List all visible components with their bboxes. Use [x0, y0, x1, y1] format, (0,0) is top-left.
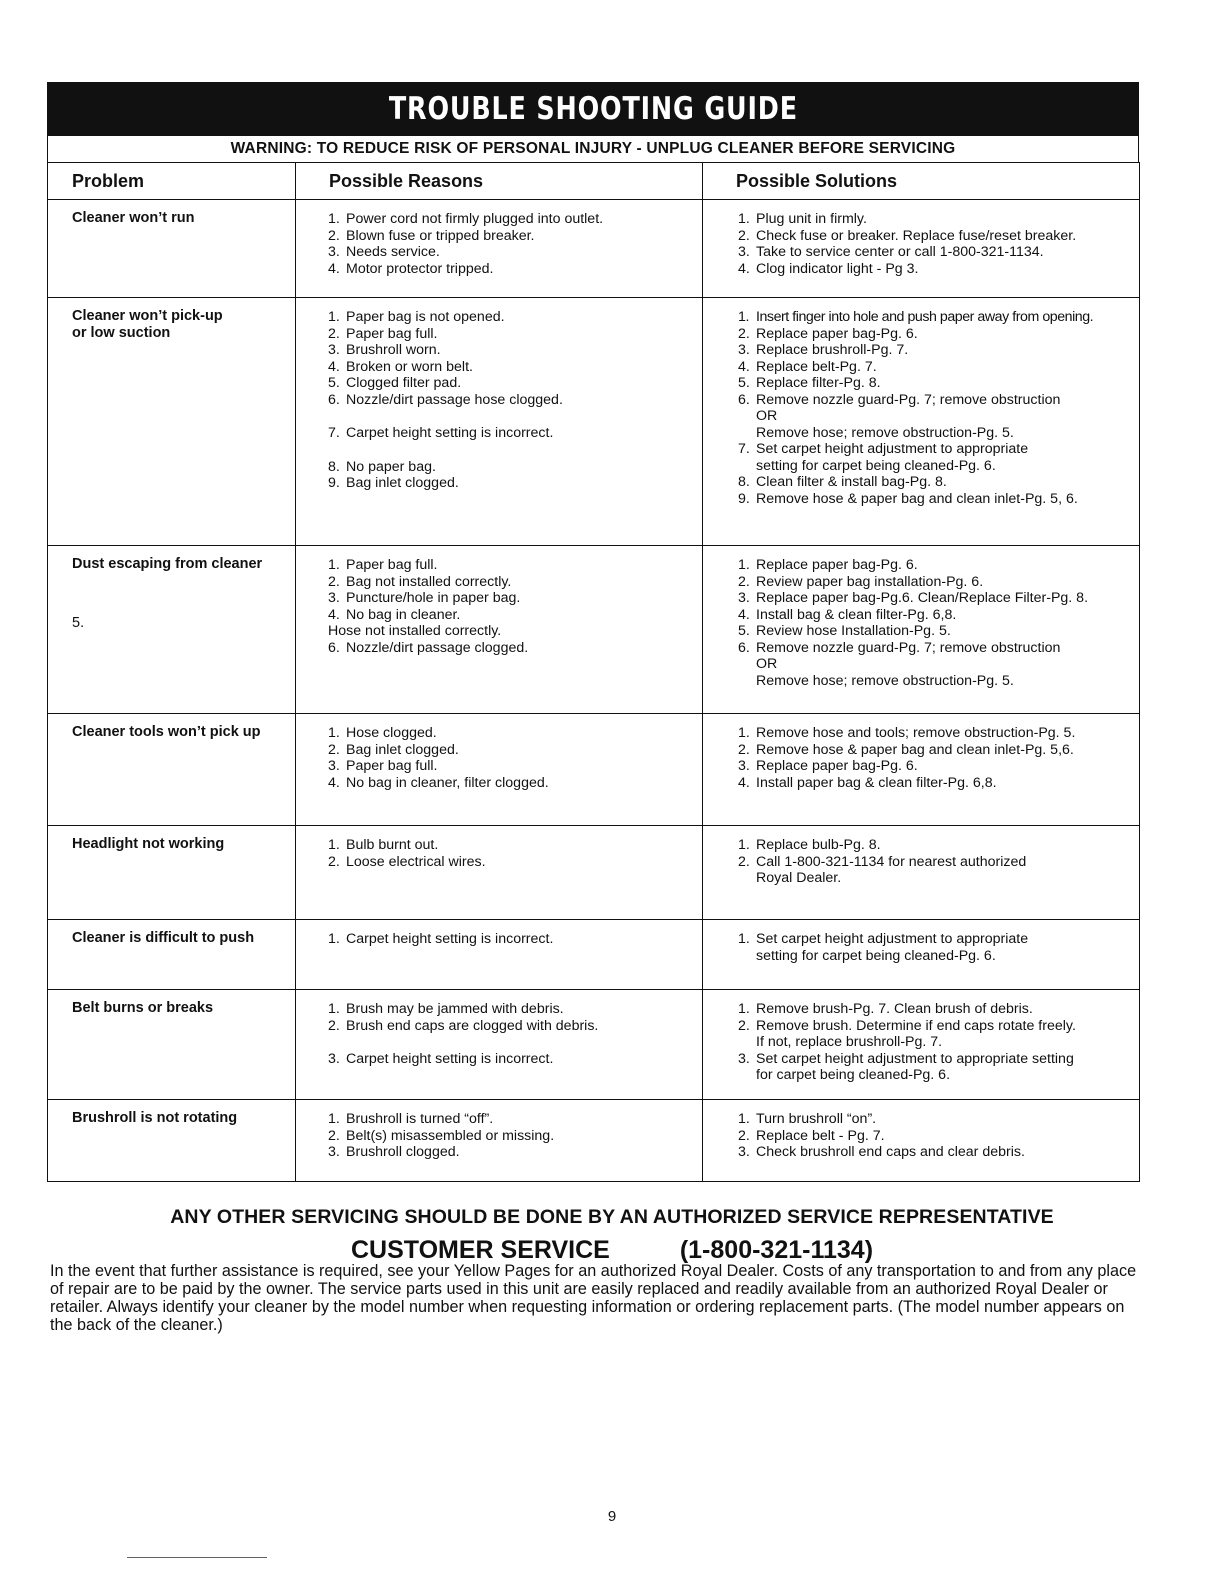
reasons-cell: [296, 546, 703, 714]
solution-text: Remove hose & paper bag and clean inlet-Pg. 5,6.: [756, 741, 1074, 758]
reason-text: Carpet height setting is incorrect.: [346, 425, 554, 441]
reason-item: [328, 1128, 697, 1145]
solution-text: Replace belt - Pg. 7.: [756, 1127, 885, 1144]
item-number: 1.: [328, 309, 340, 325]
item-number: 4.: [738, 260, 750, 277]
item-number: 2.: [328, 853, 340, 870]
solution-text: Remove hose & paper bag and clean inlet-Pg. 5, 6.: [756, 490, 1078, 507]
item-number: 4.: [328, 774, 340, 791]
item-number: 1.: [738, 309, 749, 325]
reason-text: Hose not installed correctly.: [328, 623, 502, 639]
solution-item: [738, 1128, 1134, 1145]
reason-text: Loose electrical wires.: [346, 853, 486, 870]
list-spacer: [328, 1034, 697, 1051]
item-number: 1.: [738, 211, 750, 227]
item-number: 3.: [738, 342, 750, 358]
problem-cell: [48, 546, 296, 714]
reason-item: [328, 244, 697, 261]
stray-item-number: 5.: [72, 615, 85, 631]
reason-item: [328, 574, 697, 591]
reason-text: Nozzle/dirt passage clogged.: [346, 639, 529, 656]
solution-text: Replace paper bag-Pg.6. Clean/Replace Filter-Pg. 8.: [756, 590, 1089, 606]
item-number: 2.: [738, 325, 750, 342]
solution-text: Remove nozzle guard-Pg. 7; remove obstruction OR Remove hose; remove obstruction-Pg. 5.: [756, 639, 1061, 689]
reason-item: [328, 342, 697, 359]
table-row: [48, 546, 1140, 714]
item-number: 9.: [738, 490, 750, 507]
solution-text: Replace filter-Pg. 8.: [756, 375, 881, 391]
reason-item: [328, 228, 697, 245]
solution-text: Replace belt-Pg. 7.: [756, 358, 877, 375]
list-spacer: [328, 408, 697, 425]
reason-item: [328, 261, 697, 278]
reason-item: [328, 607, 697, 624]
reason-text: Puncture/hole in paper bag.: [346, 590, 521, 606]
item-number: 1.: [738, 837, 750, 853]
reason-text: Brushroll is turned “off”.: [346, 1111, 494, 1127]
item-number: 2.: [328, 741, 340, 758]
item-number: 6.: [738, 391, 750, 408]
item-number: 3.: [328, 244, 340, 260]
problem-cell: [48, 990, 296, 1100]
solution-item: [738, 837, 1134, 854]
item-number: 4.: [328, 606, 340, 623]
solution-text: Take to service center or call 1-800-321-1134.: [756, 244, 1044, 260]
reason-text: Carpet height setting is incorrect.: [346, 931, 554, 947]
solutions-cell: [703, 298, 1140, 546]
reasons-cell: [296, 826, 703, 920]
solutions-cell: [703, 1100, 1140, 1182]
solutions-cell: [703, 714, 1140, 826]
item-number: 6.: [738, 639, 750, 656]
solutions-cell: [703, 546, 1140, 714]
reason-item: [328, 459, 697, 476]
reason-text: Broken or worn belt.: [346, 358, 473, 375]
solution-text: Clean filter & install bag-Pg. 8.: [756, 474, 947, 490]
problem-text: Headlight not working: [72, 836, 225, 852]
reason-text: Bag not installed correctly.: [346, 573, 512, 590]
item-number: 3.: [328, 590, 340, 606]
reason-item: [328, 590, 697, 607]
problem-cell: [48, 920, 296, 990]
solution-item: [738, 590, 1134, 607]
item-number: 3.: [328, 1051, 340, 1067]
item-number: 4.: [328, 358, 340, 375]
problem-text: Cleaner won’t pick-up or low suction: [72, 308, 223, 341]
item-number: 4.: [738, 358, 750, 375]
solution-item: [738, 491, 1134, 508]
solutions-cell: [703, 920, 1140, 990]
reason-item: [328, 742, 697, 759]
item-number: 1.: [328, 931, 340, 947]
reason-item: [328, 475, 697, 492]
reason-item: [328, 837, 697, 854]
list-spacer: [328, 442, 697, 459]
solution-item: [738, 854, 1134, 887]
solution-item: [738, 309, 1134, 326]
reason-list: [297, 211, 697, 277]
reason-item: [328, 1144, 697, 1161]
solution-text: Replace paper bag-Pg. 6.: [756, 325, 918, 342]
problem-text: Cleaner won’t run: [72, 210, 195, 226]
reasons-cell: [296, 990, 703, 1100]
item-number: 1.: [328, 725, 340, 741]
item-number: 2.: [738, 1017, 750, 1034]
solution-list: [704, 931, 1134, 964]
reason-item: [328, 1051, 697, 1068]
reason-text: No bag in cleaner.: [346, 606, 461, 623]
solution-item: [738, 441, 1134, 474]
reason-list: [297, 725, 697, 791]
item-number: 3.: [738, 590, 750, 606]
reason-text: No bag in cleaner, filter clogged.: [346, 774, 549, 791]
solution-text: Review hose Installation-Pg. 5.: [756, 623, 951, 639]
problem-cell: [48, 826, 296, 920]
solution-item: [738, 758, 1134, 775]
solution-item: [738, 342, 1134, 359]
item-number: 3.: [328, 758, 340, 774]
reason-text: Bag inlet clogged.: [346, 741, 459, 758]
problem-text: Brushroll is not rotating: [72, 1110, 238, 1126]
solution-text: Set carpet height adjustment to appropriate setting for carpet being cleaned-Pg. 6.: [756, 1050, 1074, 1083]
reason-item: [328, 375, 697, 392]
solution-item: [738, 474, 1134, 491]
reason-text: Clogged filter pad.: [346, 375, 462, 391]
solution-item: [738, 375, 1134, 392]
solution-item: [738, 557, 1134, 574]
solution-item: [738, 725, 1134, 742]
item-number: 1.: [328, 557, 340, 573]
reason-list: [297, 640, 697, 657]
solution-list: [704, 309, 1134, 507]
solution-list: [704, 725, 1134, 791]
reason-text: Belt(s) misassembled or missing.: [346, 1127, 555, 1144]
solution-text: Set carpet height adjustment to appropriate setting for carpet being cleaned-Pg. 6.: [756, 441, 1029, 474]
solution-item: [738, 359, 1134, 376]
servicing-notice: [0, 1206, 1224, 1229]
reasons-cell: [296, 920, 703, 990]
reason-item: [328, 309, 697, 326]
problem-cell: [48, 298, 296, 546]
solution-item: [738, 1018, 1134, 1051]
solution-text: Remove brush. Determine if end caps rotate freely. If not, replace brushroll-Pg. 7.: [756, 1017, 1076, 1050]
reason-item: [328, 425, 697, 442]
solution-item: [738, 640, 1134, 690]
item-number: 1.: [738, 557, 750, 573]
item-number: 2.: [328, 325, 340, 342]
item-number: 3.: [328, 1144, 340, 1160]
solution-item: [738, 392, 1134, 442]
item-number: 3.: [738, 758, 750, 774]
reason-list: [297, 309, 697, 492]
reasons-cell: [296, 1100, 703, 1182]
reason-item: [328, 775, 697, 792]
customer-service-phone: (1-800-321-1134): [679, 1236, 874, 1264]
troubleshooting-table: [47, 162, 1140, 1182]
solution-list: [704, 557, 1134, 689]
item-number: 4.: [738, 774, 750, 791]
assistance-paragraph: In the event that further assistance is required, see your Yellow Pages for an authorized Royal Dealer. Costs of any transportation to and from any place of repair are to be paid by the owner. The service parts used in this unit are easily replaced and readily available from an authorized Royal Dealer or retailer. Always identify your cleaner by the model number when requesting information or ordering replacement parts. (The model number appears on the back of the cleaner.): [50, 1262, 1137, 1334]
customer-service-heading: [0, 1236, 1224, 1265]
reasons-cell: [296, 200, 703, 298]
solution-item: [738, 211, 1134, 228]
problem-text: Cleaner is difficult to push: [72, 930, 255, 946]
solution-item: [738, 742, 1134, 759]
reason-item: [328, 931, 697, 948]
solutions-cell: [703, 990, 1140, 1100]
reasons-cell: [296, 714, 703, 826]
reason-item: [328, 1018, 697, 1035]
reason-text: Bulb burnt out.: [346, 837, 439, 853]
item-number: 6.: [328, 391, 340, 408]
solution-text: Install bag & clean filter-Pg. 6,8.: [756, 606, 957, 623]
item-number: 1.: [738, 1001, 750, 1017]
solution-text: Install paper bag & clean filter-Pg. 6,8.: [756, 774, 997, 791]
notice-text: ANY OTHER SERVICING SHOULD BE DONE BY AN AUTHORIZED SERVICE REPRESENTATIVE: [170, 1206, 1054, 1228]
solution-text: Check fuse or breaker. Replace fuse/reset breaker.: [756, 227, 1077, 244]
item-number: 8.: [328, 458, 340, 475]
reason-item: [328, 725, 697, 742]
header-problem: Problem: [48, 163, 296, 200]
header-solutions: Possible Solutions: [703, 163, 1140, 200]
solution-list: [704, 211, 1134, 277]
solution-text: Remove brush-Pg. 7. Clean brush of debris.: [756, 1001, 1033, 1017]
reasons-cell: [296, 298, 703, 546]
reason-text: Nozzle/dirt passage hose clogged.: [346, 391, 563, 408]
problem-cell: [48, 714, 296, 826]
reason-text: Brushroll worn.: [346, 342, 441, 358]
solution-text: Remove hose and tools; remove obstruction-Pg. 5.: [756, 725, 1076, 741]
reason-item: [328, 1001, 697, 1018]
reason-text: Paper bag is not opened.: [346, 309, 505, 325]
reason-item: [328, 640, 697, 657]
item-number: 2.: [328, 573, 340, 590]
title-bar: [47, 82, 1139, 136]
reason-item: [328, 359, 697, 376]
item-number: 1.: [738, 725, 750, 741]
reason-text: Carpet height setting is incorrect.: [346, 1051, 554, 1067]
reason-text: Brush end caps are clogged with debris.: [346, 1017, 599, 1034]
reason-list: [297, 1001, 697, 1068]
solution-text: Check brushroll end caps and clear debris.: [756, 1144, 1025, 1160]
reason-text: Hose clogged.: [346, 725, 437, 741]
solution-text: Review paper bag installation-Pg. 6.: [756, 573, 984, 590]
reason-text: Needs service.: [346, 244, 440, 260]
page-number: 9: [607, 1508, 617, 1525]
reason-list: [297, 931, 697, 948]
item-number: 2.: [738, 741, 750, 758]
table-row: [48, 990, 1140, 1100]
solutions-cell: [703, 200, 1140, 298]
item-number: 6.: [328, 639, 340, 656]
reason-text: Brush may be jammed with debris.: [346, 1001, 564, 1017]
problem-text: Dust escaping from cleaner: [72, 556, 263, 572]
solution-item: [738, 931, 1134, 964]
solution-item: [738, 623, 1134, 640]
reason-text: No paper bag.: [346, 458, 436, 475]
header-reasons: Possible Reasons: [296, 163, 703, 200]
problem-text: Cleaner tools won’t pick up: [72, 724, 261, 740]
item-number: 1.: [328, 1111, 340, 1127]
solution-item: [738, 326, 1134, 343]
item-number: 4.: [738, 606, 750, 623]
table-header-row: [48, 163, 1140, 200]
table-row: [48, 1100, 1140, 1182]
customer-service-label: CUSTOMER SERVICE: [350, 1236, 610, 1264]
table-row: [48, 298, 1140, 546]
solution-text: Clog indicator light - Pg 3.: [756, 260, 919, 277]
item-number: 2.: [738, 227, 750, 244]
reason-text: Brushroll clogged.: [346, 1144, 460, 1160]
item-number: 1.: [328, 837, 340, 853]
reason-item: [328, 623, 697, 640]
table-row: [48, 920, 1140, 990]
trouble-shooting-guide: [47, 82, 1139, 1182]
solution-item: [738, 261, 1134, 278]
problem-text: Belt burns or breaks: [72, 1000, 214, 1016]
reason-item: [328, 1111, 697, 1128]
reason-list: [297, 557, 697, 623]
reason-item: [328, 758, 697, 775]
item-number: 1.: [328, 211, 340, 227]
item-number: 2.: [328, 1017, 340, 1034]
solution-text: Replace bulb-Pg. 8.: [756, 837, 881, 853]
reason-list: [297, 1111, 697, 1161]
reason-item: [328, 392, 697, 409]
reason-text: Blown fuse or tripped breaker.: [346, 227, 535, 244]
item-number: 2.: [328, 1127, 340, 1144]
table-row: [48, 826, 1140, 920]
item-number: 2.: [328, 227, 340, 244]
reason-item: [328, 326, 697, 343]
solution-text: Call 1-800-321-1134 for nearest authorized Royal Dealer.: [756, 853, 1027, 886]
item-number: 8.: [738, 474, 750, 490]
item-number: 1.: [738, 931, 750, 947]
solution-item: [738, 607, 1134, 624]
problem-cell: [48, 200, 296, 298]
solution-item: [738, 1051, 1134, 1084]
item-number: 7.: [328, 425, 340, 441]
solution-list: [704, 837, 1134, 887]
solutions-cell: [703, 826, 1140, 920]
reason-text: Motor protector tripped.: [346, 260, 494, 277]
solution-text: Plug unit in firmly.: [756, 211, 867, 227]
problem-cell: [48, 1100, 296, 1182]
item-number: 3.: [738, 1144, 750, 1160]
page-title: TROUBLE SHOOTING GUIDE: [388, 91, 798, 127]
reason-text: Power cord not firmly plugged into outlet.: [346, 211, 604, 227]
solution-text: Remove nozzle guard-Pg. 7; remove obstruction OR Remove hose; remove obstruction-Pg. 5.: [756, 391, 1061, 441]
item-number: 2.: [738, 573, 750, 590]
solution-item: [738, 228, 1134, 245]
reason-item: [328, 211, 697, 228]
reason-item: [328, 557, 697, 574]
solution-item: [738, 1001, 1134, 1018]
table-row: [48, 200, 1140, 298]
reason-item: [328, 854, 697, 871]
item-number: 1.: [328, 1001, 340, 1017]
footer-rule: [127, 1557, 267, 1558]
solution-item: [738, 775, 1134, 792]
item-number: 7.: [738, 441, 750, 457]
reason-list: [297, 837, 697, 870]
item-number: 3.: [738, 1050, 750, 1067]
reason-list: [297, 623, 697, 640]
item-number: 5.: [328, 375, 340, 391]
item-number: 3.: [328, 342, 340, 358]
item-number: 5.: [738, 623, 750, 639]
item-number: 3.: [738, 244, 750, 260]
solution-item: [738, 574, 1134, 591]
solution-text: Turn brushroll “on”.: [756, 1111, 877, 1127]
solution-text: Replace brushroll-Pg. 7.: [756, 342, 909, 358]
reason-text: Paper bag full.: [346, 325, 438, 342]
solution-text: Set carpet height adjustment to appropriate setting for carpet being cleaned-Pg. 6.: [756, 931, 1029, 964]
item-number: 1.: [738, 1111, 750, 1127]
item-number: 9.: [328, 475, 340, 491]
solution-item: [738, 1144, 1134, 1161]
solution-list: [704, 1001, 1134, 1084]
solution-item: [738, 1111, 1134, 1128]
solution-list: [704, 1111, 1134, 1161]
solution-text: Replace paper bag-Pg. 6.: [756, 758, 918, 774]
reason-text: Paper bag full.: [346, 557, 438, 573]
warning-text: WARNING: TO REDUCE RISK OF PERSONAL INJURY - UNPLUG CLEANER BEFORE SERVICING: [47, 136, 1139, 162]
solution-text: Insert finger into hole and push paper away from opening.: [756, 309, 1094, 325]
solution-text: Replace paper bag-Pg. 6.: [756, 557, 918, 573]
reason-text: Paper bag full.: [346, 758, 438, 774]
item-number: 2.: [738, 1127, 750, 1144]
item-number: 4.: [328, 260, 340, 277]
item-number: 5.: [738, 375, 750, 391]
solution-item: [738, 244, 1134, 261]
table-row: [48, 714, 1140, 826]
item-number: 2.: [738, 853, 750, 870]
reason-text: Bag inlet clogged.: [346, 475, 459, 491]
